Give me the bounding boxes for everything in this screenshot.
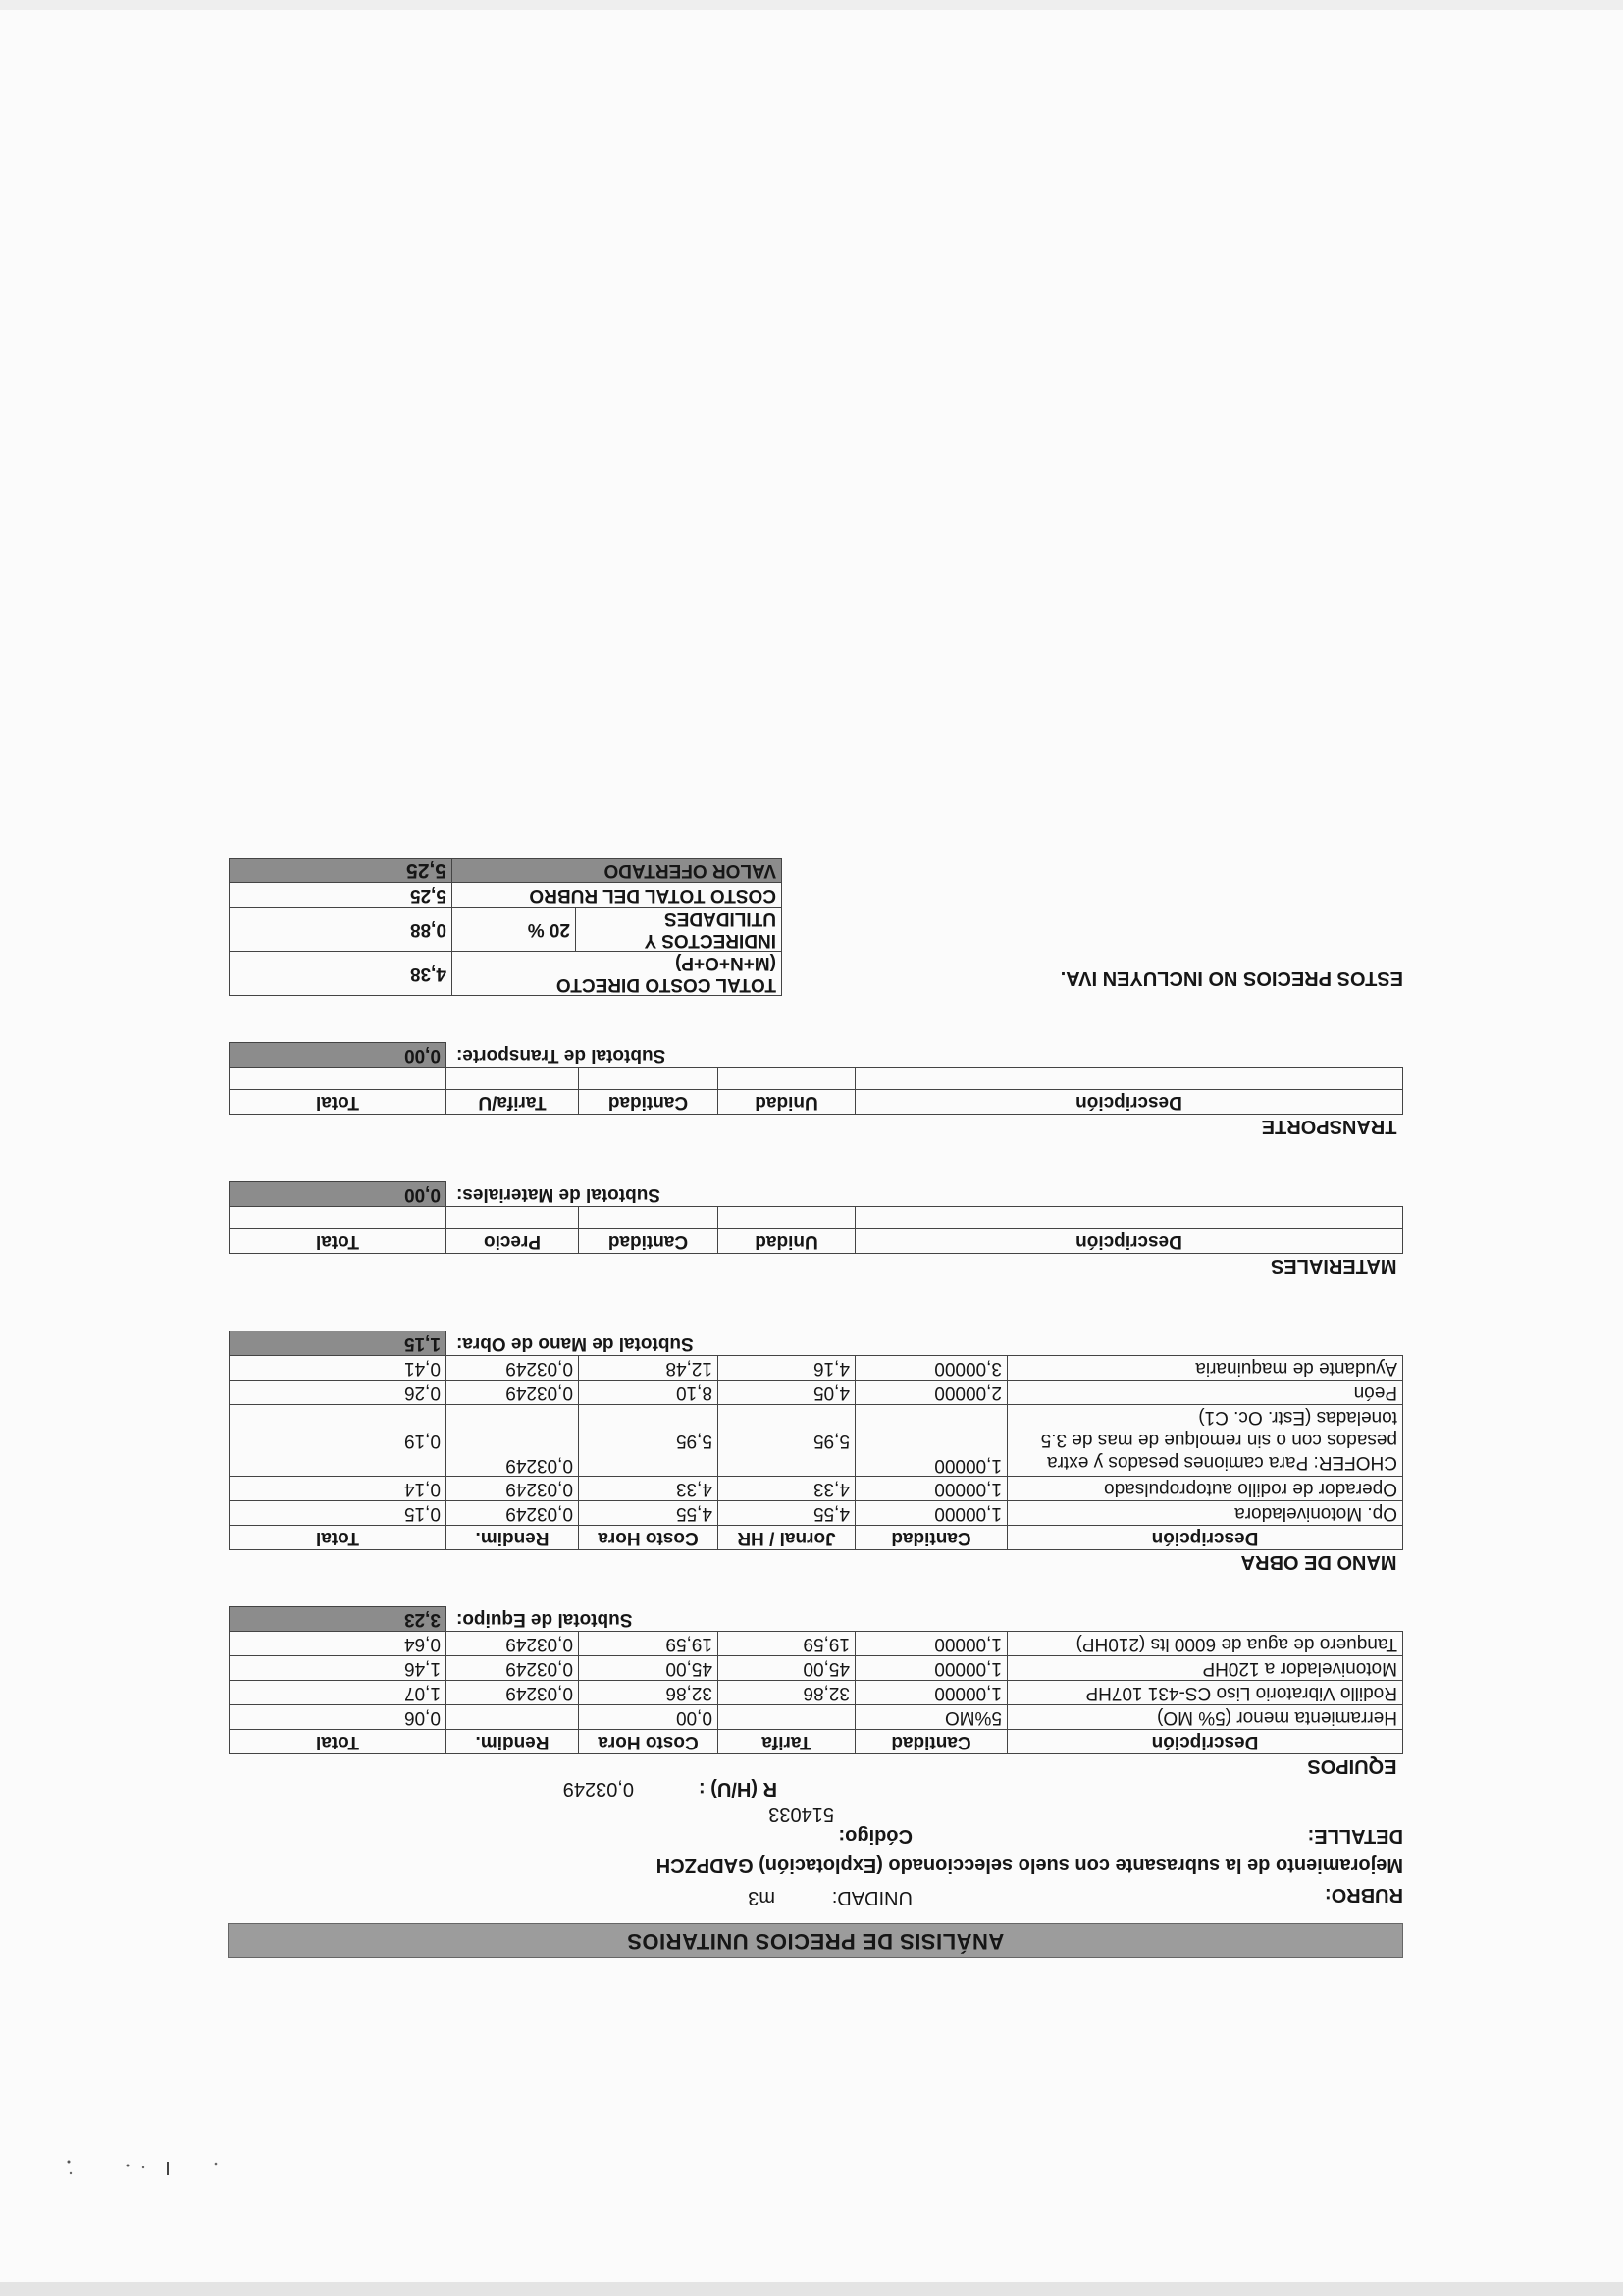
subtotal-label: Subtotal de Mano de Obra: bbox=[456, 1332, 694, 1354]
cell: 5%MO bbox=[856, 1705, 1008, 1730]
cell: 1,00000 bbox=[856, 1656, 1008, 1681]
directo-label: TOTAL COSTO DIRECTO (M+N+O+P) bbox=[452, 952, 782, 996]
subtotal-label: Subtotal de Transporte: bbox=[456, 1044, 666, 1066]
cell: 8,10 bbox=[579, 1381, 718, 1405]
cell: Herramienta menor (5% MO) bbox=[1008, 1705, 1403, 1730]
costo-total-label: COSTO TOTAL DEL RUBRO bbox=[452, 883, 782, 908]
cell: 1,00000 bbox=[856, 1632, 1008, 1656]
table-row bbox=[229, 1705, 1402, 1730]
cell: 0,03249 bbox=[446, 1681, 579, 1705]
column-header: Precio bbox=[446, 1229, 579, 1254]
cell bbox=[718, 1705, 856, 1730]
table-row bbox=[229, 1068, 1402, 1090]
valor-ofertado-value: 5,25 bbox=[230, 859, 452, 883]
column-header: Costo Hora bbox=[579, 1730, 718, 1754]
column-header: Cantidad bbox=[579, 1229, 718, 1254]
table-row bbox=[229, 1207, 1402, 1229]
column-header: Cantidad bbox=[856, 1730, 1008, 1754]
cell: Op. Motoniveladora bbox=[1008, 1501, 1403, 1526]
costo-total-value: 5,25 bbox=[230, 883, 452, 908]
column-header: Descripción bbox=[1008, 1526, 1403, 1550]
subtotal-value: 0,00 bbox=[229, 1182, 445, 1207]
column-header: Rendim. bbox=[446, 1730, 579, 1754]
cell: Peón bbox=[1008, 1381, 1403, 1405]
cell: 4,33 bbox=[579, 1477, 718, 1501]
unidad-label: UNIDAD: bbox=[831, 1887, 913, 1908]
column-header: Unidad bbox=[718, 1090, 856, 1115]
subtotal-label: Subtotal de Equipo: bbox=[456, 1608, 633, 1630]
cell: 45,00 bbox=[579, 1656, 718, 1681]
cell: 0,14 bbox=[229, 1477, 445, 1501]
materiales-table bbox=[229, 1181, 1403, 1278]
table-row bbox=[229, 1477, 1402, 1501]
column-header: Total bbox=[229, 1090, 445, 1115]
column-header: Tarifa bbox=[718, 1730, 856, 1754]
cell: 0,03249 bbox=[446, 1632, 579, 1656]
cell: Operador de rodillo autopropulsado bbox=[1008, 1477, 1403, 1501]
cell: Motonivelador a 120HP bbox=[1008, 1656, 1403, 1681]
rubro-description: Mejoramiento de la subrasante con suelo seleccionado (Explotación) GADPZCH bbox=[655, 1854, 1403, 1876]
cell: CHOFER: Para camiones pesados y extra pesados con o sin remolque de mas de 3.5 toneladas (Estr. Oc. C1) bbox=[1008, 1405, 1403, 1477]
cell: 0,19 bbox=[229, 1405, 445, 1477]
column-header: Costo Hora bbox=[579, 1526, 718, 1550]
column-header: Descripción bbox=[856, 1090, 1403, 1115]
cell: 0,26 bbox=[229, 1381, 445, 1405]
table-row bbox=[229, 1656, 1402, 1681]
column-header: Rendim. bbox=[446, 1526, 579, 1550]
directo-value: 4,38 bbox=[230, 952, 452, 996]
table-row bbox=[229, 1381, 1402, 1405]
cell: 0,03249 bbox=[446, 1356, 579, 1381]
cell: 4,55 bbox=[579, 1501, 718, 1526]
cell: 0,03249 bbox=[446, 1501, 579, 1526]
cell: 19,59 bbox=[579, 1632, 718, 1656]
apu-sheet bbox=[230, 829, 1403, 1970]
codigo-value: 514033 bbox=[768, 1803, 834, 1825]
table-row bbox=[229, 1356, 1402, 1381]
column-header: Total bbox=[229, 1229, 445, 1254]
equipos-title: EQUIPOS bbox=[1307, 1755, 1397, 1777]
cell: Tanquero de agua de 6000 lts (210HP) bbox=[1008, 1632, 1403, 1656]
column-header: Unidad bbox=[718, 1229, 856, 1254]
table-row bbox=[229, 1632, 1402, 1656]
cell: 2,00000 bbox=[856, 1381, 1008, 1405]
cell: 0,03249 bbox=[446, 1477, 579, 1501]
cell bbox=[446, 1705, 579, 1730]
valor-ofertado-label: VALOR OFERTADO bbox=[452, 859, 782, 883]
cell: 12,48 bbox=[579, 1356, 718, 1381]
cell: 1,07 bbox=[229, 1681, 445, 1705]
column-header: Cantidad bbox=[579, 1090, 718, 1115]
cell: 0,15 bbox=[229, 1501, 445, 1526]
cell: 3,00000 bbox=[856, 1356, 1008, 1381]
cell: 0,06 bbox=[229, 1705, 445, 1730]
cell: 32,86 bbox=[579, 1681, 718, 1705]
subtotal-label: Subtotal de Materiales: bbox=[456, 1183, 660, 1205]
cell: 0,03249 bbox=[446, 1405, 579, 1477]
column-header: Tarifa/U bbox=[446, 1090, 579, 1115]
column-header: Cantidad bbox=[856, 1526, 1008, 1550]
cell: 0,41 bbox=[229, 1356, 445, 1381]
materiales-title: MATERIALES bbox=[1270, 1255, 1397, 1277]
mano-obra-title: MANO DE OBRA bbox=[1240, 1551, 1397, 1573]
rhu-value: 0,03249 bbox=[562, 1778, 634, 1800]
cell: 45,00 bbox=[718, 1656, 856, 1681]
cell: Ayudante de maquinaria bbox=[1008, 1356, 1403, 1381]
column-header: Total bbox=[229, 1526, 445, 1550]
column-header: Descripción bbox=[1008, 1730, 1403, 1754]
column-header: Total bbox=[229, 1730, 445, 1754]
cell: 0,64 bbox=[229, 1632, 445, 1656]
transporte-title: TRANSPORTE bbox=[1261, 1116, 1397, 1137]
codigo-label: Código: bbox=[838, 1825, 913, 1847]
rubro-label: RUBRO: bbox=[1325, 1884, 1403, 1905]
cell: 1,00000 bbox=[856, 1477, 1008, 1501]
cell: 32,86 bbox=[718, 1681, 856, 1705]
scan-edge-bottom bbox=[0, 2282, 1623, 2296]
cell: 0,03249 bbox=[446, 1381, 579, 1405]
document-title: ANÁLISIS DE PRECIOS UNITARIOS bbox=[228, 1923, 1403, 1958]
column-header: Jornal / HR bbox=[718, 1526, 856, 1550]
indirectos-value: 0,88 bbox=[230, 908, 452, 952]
cell: 0,00 bbox=[579, 1705, 718, 1730]
cell: 0,03249 bbox=[446, 1656, 579, 1681]
cell: 1,00000 bbox=[856, 1681, 1008, 1705]
detalle-label: DETALLE: bbox=[1307, 1825, 1403, 1847]
subtotal-value: 3,23 bbox=[229, 1607, 445, 1632]
mano-obra-table bbox=[229, 1331, 1403, 1574]
transporte-table bbox=[229, 1042, 1403, 1138]
cell: 1,00000 bbox=[856, 1405, 1008, 1477]
cell: 1,46 bbox=[229, 1656, 445, 1681]
cell: 19,59 bbox=[718, 1632, 856, 1656]
table-row bbox=[229, 1681, 1402, 1705]
subtotal-value: 0,00 bbox=[229, 1043, 445, 1068]
indirectos-label: INDIRECTOS Y UTILIDADES bbox=[576, 908, 782, 952]
cell: 4,16 bbox=[718, 1356, 856, 1381]
cell: 4,55 bbox=[718, 1501, 856, 1526]
cell: 4,33 bbox=[718, 1477, 856, 1501]
scan-edge-top bbox=[0, 0, 1623, 10]
equipos-table bbox=[229, 1606, 1403, 1778]
scan-specks bbox=[59, 2154, 236, 2193]
iva-note: ESTOS PRECIOS NO INCLUYEN IVA. bbox=[1060, 967, 1403, 989]
subtotal-value: 1,15 bbox=[229, 1331, 445, 1356]
cell: 1,00000 bbox=[856, 1501, 1008, 1526]
rhu-label: R (H/U) : bbox=[699, 1778, 777, 1800]
cell: 5,95 bbox=[579, 1405, 718, 1477]
indirectos-pct: 20 % bbox=[452, 908, 576, 952]
cell: 4,05 bbox=[718, 1381, 856, 1405]
summary-table bbox=[229, 858, 782, 996]
column-header: Descripción bbox=[856, 1229, 1403, 1254]
cell: Rodillo Vibratorio Liso CS-431 107HP bbox=[1008, 1681, 1403, 1705]
cell: 5,95 bbox=[718, 1405, 856, 1477]
unidad-value: m3 bbox=[748, 1887, 775, 1908]
table-row bbox=[229, 1501, 1402, 1526]
table-row bbox=[229, 1405, 1402, 1477]
